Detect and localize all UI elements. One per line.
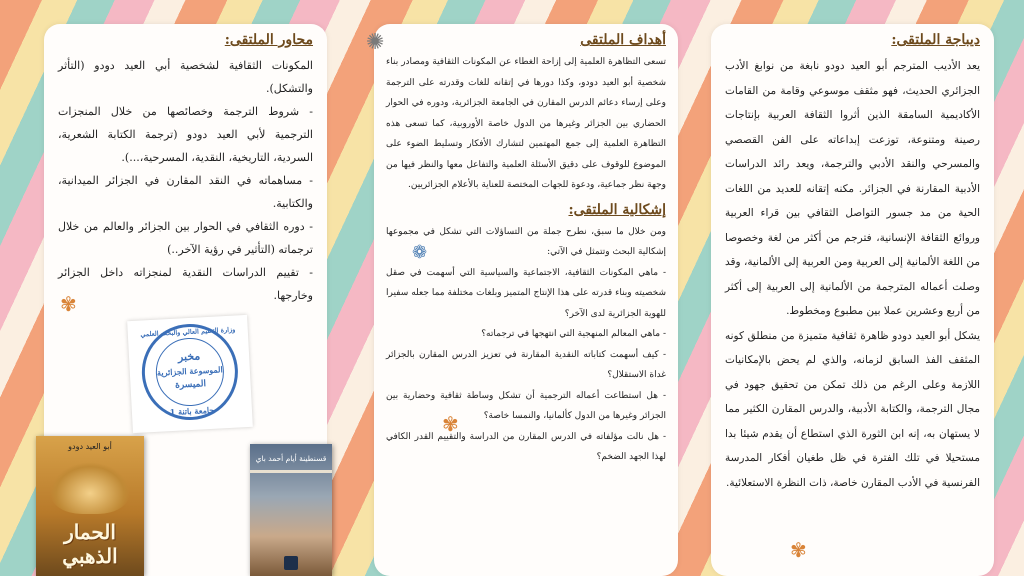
preamble-paragraph-1: يعد الأديب المترجم أبو العيد دودو نابغة من نوابغ الأدب الجزائري الحديث، فهو مثقف موسوعي وقامة من القامات الأكاديمية السامقة الذين أثروا الثقافة العربية بإنتاجات رصينة ومتنوعة، توزعت إبداعاته على الفن القصصي والمسرحي والنقد الأدبي والترجمة، ويعد رائد الدراسات الأدبية المقارنة في الجزائر. مكنه إتقانه للعديد من اللغات الحية من مد جسور التواصل الثقافي بين قراء العربية وروائع الثقافة الإنسانية، فترجم من أكثر من لغة وخصوصا من اللغة الألمانية إلى العربية ومن العربية إلى الألمانية، وقد وصلت أعماله المترجمة من الألمانية إلى العربية إلى أكثر من أربع وعشرين عملا بين مطبوع ومخطوط.	[725, 60, 980, 317]
preamble-paragraph-2: يشكل أبو العيد دودو ظاهرة ثقافية متميزة من منطلق كونه المثقف الفذ السابق لزمانه، والذي لم يحض بالإمكانيات اللازمة وعلى الرغم من ذلك تمكن من تحقيق جهود في مجال الترجمة، والكتابة الأدبية، والدرس المقارن الكثير مما لا يستهان به، إنه ابن الثورة الذي استطاع أن يقدم شيئا بدا مستحيلا في تلك الفترة في ظل طغيان أفكار المدرسة الفرنسية في الأدب المقارن خاصة، ذات النظرة الاستعلائية.	[725, 329, 980, 489]
problem-intro: ومن خلال ما سبق، نطرح جملة من التساؤلات التي تشكل في مجموعها إشكالية البحث وتتمثل في الآتي:	[386, 226, 666, 257]
preamble-heading: ديباجة الملتقى:	[891, 32, 980, 48]
book-cover-golden-ass	[36, 436, 144, 576]
book-title: قسنطينة أيام أحمد باي	[255, 454, 327, 463]
axis-2: - شروط الترجمة وخصائصها من خلال المنجزات الترجمية لأبي العيد دودو (ترجمة الكتابة الشعرية، السردية، التاريخية، النقدية، المسرحية،...).	[58, 105, 313, 164]
flower-doodle-icon: ✾	[790, 538, 807, 562]
question-1: - ماهي المكونات الثقافية، الاجتماعية والسياسية التي أسهمت في صقل شخصيته وبناء قدرته على هذا الإنتاج المتميز وبلغات مختلفة مما جعله سفيرا للهوية الجزائرية لدى الآخر؟	[386, 267, 666, 319]
book-cover-art	[50, 462, 130, 514]
book-title: الحمار الذهبي	[62, 520, 118, 568]
lab-stamp	[127, 315, 253, 433]
axis-1: المكونات الثقافية لشخصية أبي العيد دودو (التأثر والتشكل).	[58, 59, 313, 95]
cover-band	[250, 470, 332, 473]
scribble-star-icon: ✺	[366, 30, 385, 55]
question-3: - كيف أسهمت كتاباته النقدية المقارنة في تعزيز الدرس المقارن بالجزائر غداة الاستقلال؟	[386, 349, 666, 380]
goals-panel	[374, 24, 678, 576]
publisher-logo-icon	[284, 556, 298, 570]
problem-heading: إشكالية الملتقى:	[568, 201, 666, 218]
axes-heading: محاور الملتقى:	[224, 32, 313, 48]
axis-4: - دوره الثقافي في الحوار بين الجزائر والعالم من خلال ترجماته (التأثير في رؤية الآخر..)	[58, 220, 313, 256]
axis-3: - مساهماته في النقد المقارن في الجزائر الميدانية، والكتابية.	[58, 174, 313, 210]
question-4: - هل استطاعت أعماله الترجمية أن تشكل وساطة ثقافية وحضارية بين الجزائر وغيرها من الدول كألمانيا، والنمسا خاصة؟	[386, 390, 666, 421]
flower-doodle-icon: ✾	[60, 292, 77, 316]
flower-doodle-icon: ❁	[412, 242, 428, 263]
stamp-line-4: الميسرة	[174, 379, 207, 391]
question-5: - هل نالت مؤلفاته في الدرس المقارن من الدراسة والتقييم القدر الكافي لهذا الجهد الضخم؟	[386, 431, 666, 462]
goals-heading: أهداف الملتقى	[580, 32, 666, 48]
question-2: - ماهي المعالم المنهجية التي انتهجها في ترجماته؟	[481, 329, 666, 339]
flower-doodle-icon: ✾	[442, 412, 459, 436]
stamp-line-3: الموسوعة الجزائرية	[156, 364, 223, 378]
stamp-line-5: جامعة باتنة 1	[169, 404, 215, 418]
stamp-line-1: وزارة التعليم العالي والبحث العلمي	[140, 325, 236, 339]
book-cover-constantine	[250, 444, 332, 576]
goals-paragraph: تسعى التظاهرة العلمية إلى إزاحة الغطاء عن المكونات الثقافية ومصادر بناء شخصية أبو العيد دودو، وكذا دورها في إتقانه للغات وقدرته على الترجمة وعلى إرساء دعائم الدرس المقارن في الجامعة الجزائرية، ودوره في الحوار الحضاري بين الجزائر وغيرها من الدول خاصة الأوروبية، كما تسعى هذه التظاهرة العلمية إلى جمع المهتمين لتشارك الأفكار وتسليط الضوء على الموضوع للوقوف على دقيق الأسئلة العلمية والتفاعل معها والنظر فيها من وجهة نظر جماعية، ودعوة للجهات المختصة للعناية بالأعلام الجزائريين.	[386, 57, 666, 190]
preamble-panel	[711, 24, 994, 576]
axis-5: - تقييم الدراسات النقدية لمنجزاته داخل الجزائر وخارجها.	[58, 266, 313, 302]
book-author: أبو العيد دودو	[68, 442, 112, 451]
stamp-line-2: مخبر	[177, 349, 201, 364]
